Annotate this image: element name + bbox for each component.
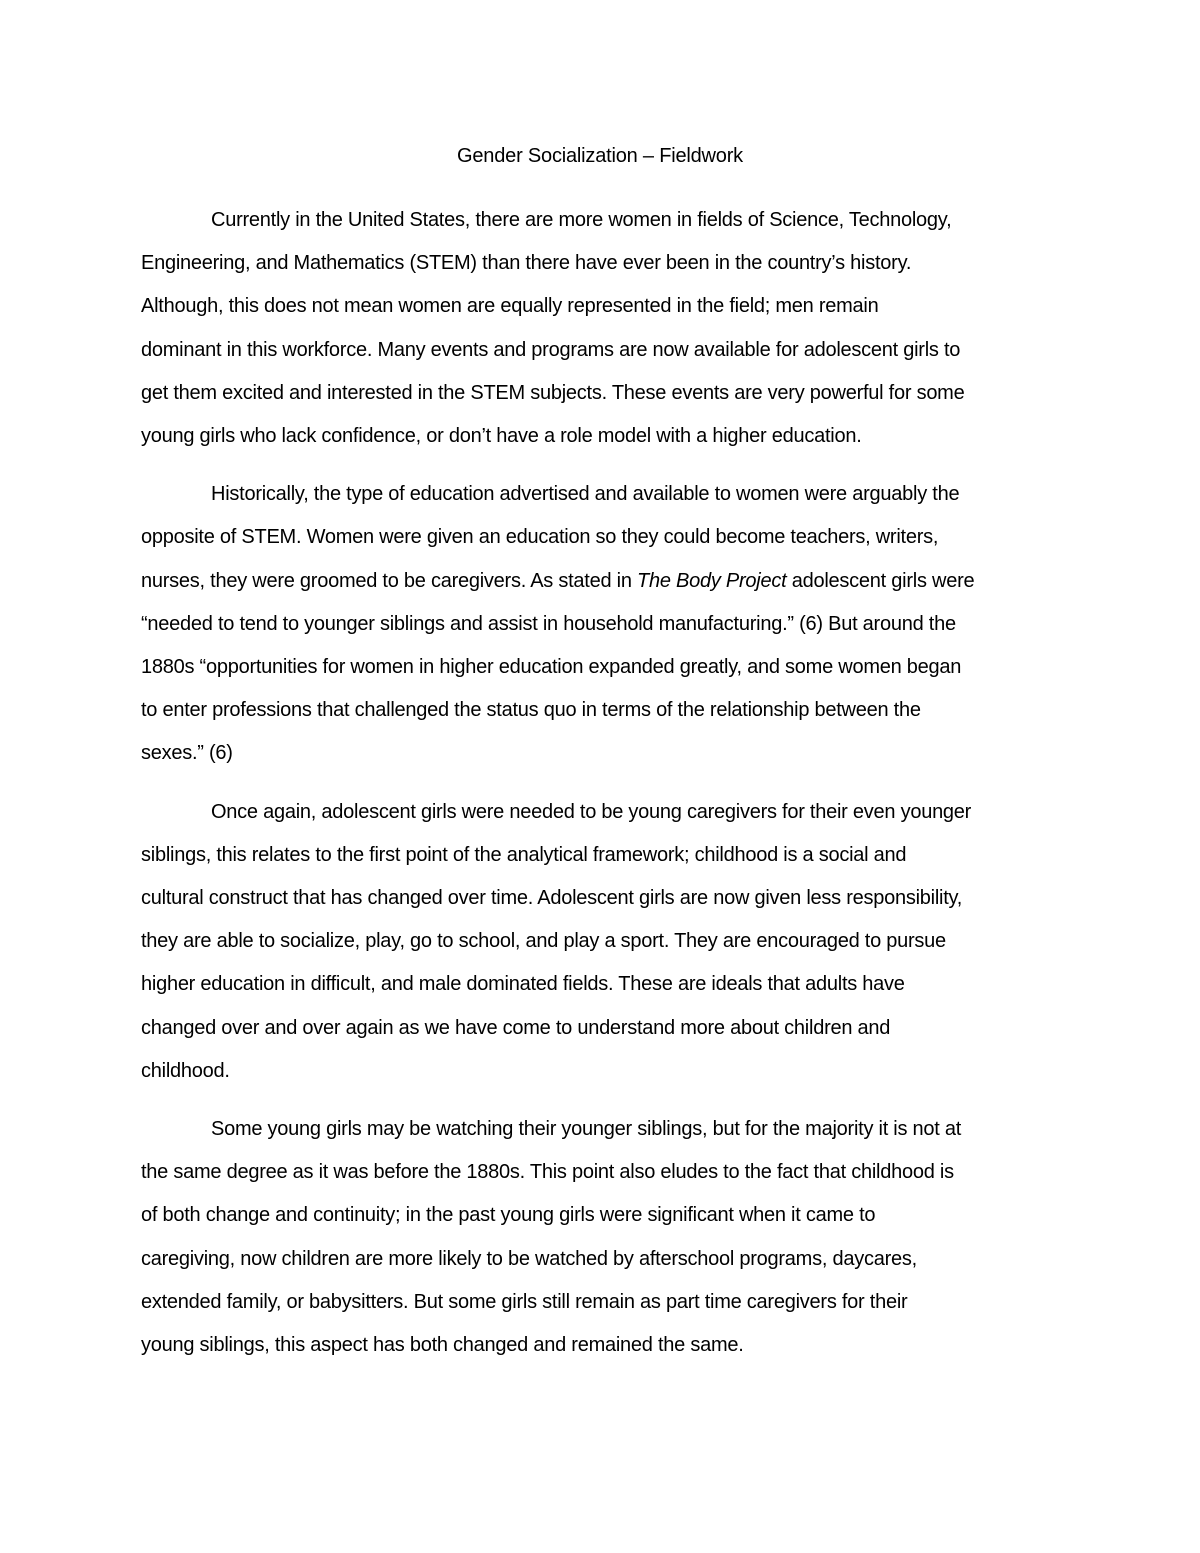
paragraph-2-line-3-after: adolescent girls were <box>786 569 975 592</box>
document-title: Gender Socialization – Fieldwork <box>457 145 743 167</box>
paragraph-2-line-1: Historically, the type of education advertised and available to women were arguably the <box>211 483 960 506</box>
paragraph-1-line-4: dominant in this workforce. Many events and programs are now available for adolescent girls to <box>141 338 961 361</box>
paragraph-2-line-6: to enter professions that challenged the status quo in terms of the relationship between the <box>141 699 921 722</box>
paragraph-2-line-2: opposite of STEM. Women were given an education so they could become teachers, writers, <box>141 526 939 549</box>
paragraph-2-line-5: 1880s “opportunities for women in higher education expanded greatly, and some women began <box>141 656 962 679</box>
paragraph-3-line-5: higher education in difficult, and male dominated fields. These are ideals that adults have <box>141 973 905 996</box>
paragraph-3-line-3: cultural construct that has changed over time. Adolescent girls are now given less responsibility, <box>141 887 963 910</box>
paragraph-4-line-5: extended family, or babysitters. But some girls still remain as part time caregivers for their <box>141 1290 908 1313</box>
paragraph-2-line-4: “needed to tend to younger siblings and assist in household manufacturing.” (6) But around the <box>141 612 956 635</box>
paragraph-4-line-4: caregiving, now children are more likely to be watched by afterschool programs, daycares, <box>141 1247 917 1270</box>
paragraph-4-line-1: Some young girls may be watching their younger siblings, but for the majority it is not at <box>211 1118 962 1141</box>
paragraph-3-line-2: siblings, this relates to the first point of the analytical framework; childhood is a social and <box>141 843 907 866</box>
paragraph-4 <box>141 1108 1066 1367</box>
book-title-italic: The Body Project <box>637 569 787 592</box>
paragraph-1-line-5: get them excited and interested in the STEM subjects. These events are very powerful for some <box>141 381 965 404</box>
paragraph-2-line-3 <box>141 560 1066 603</box>
paragraph-3-line-4: they are able to socialize, play, go to school, and play a sport. They are encouraged to pursue <box>141 930 946 953</box>
paragraph-1 <box>141 199 1066 458</box>
paragraph-2-line-3-before: nurses, they were groomed to be caregivers. As stated in <box>141 569 638 592</box>
paragraph-1-line-6: young girls who lack confidence, or don’t have a role model with a higher education. <box>141 425 862 448</box>
paragraph-4-line-3: of both change and continuity; in the past young girls were significant when it came to <box>141 1204 876 1227</box>
paragraph-3 <box>141 791 1066 1093</box>
paragraph-1-line-1: Currently in the United States, there are more women in fields of Science, Technology, <box>211 209 952 231</box>
paragraph-1-line-3: Although, this does not mean women are equally represented in the field; men remain <box>141 295 879 318</box>
paragraph-3-line-6: changed over and over again as we have come to understand more about children and <box>141 1016 891 1039</box>
paragraph-3-line-7: childhood. <box>141 1059 230 1082</box>
paragraph-2-line-7: sexes.” (6) <box>141 742 233 765</box>
paragraph-2 <box>141 473 1066 775</box>
document-body <box>141 199 1066 1382</box>
paragraph-4-line-6: young siblings, this aspect has both changed and remained the same. <box>141 1334 744 1357</box>
paragraph-4-line-2: the same degree as it was before the 1880s. This point also eludes to the fact that childhood is <box>141 1161 954 1184</box>
paragraph-3-line-1: Once again, adolescent girls were needed to be young caregivers for their even younger <box>211 800 972 823</box>
paragraph-1-line-2: Engineering, and Mathematics (STEM) than there have ever been in the country’s history. <box>141 252 912 275</box>
